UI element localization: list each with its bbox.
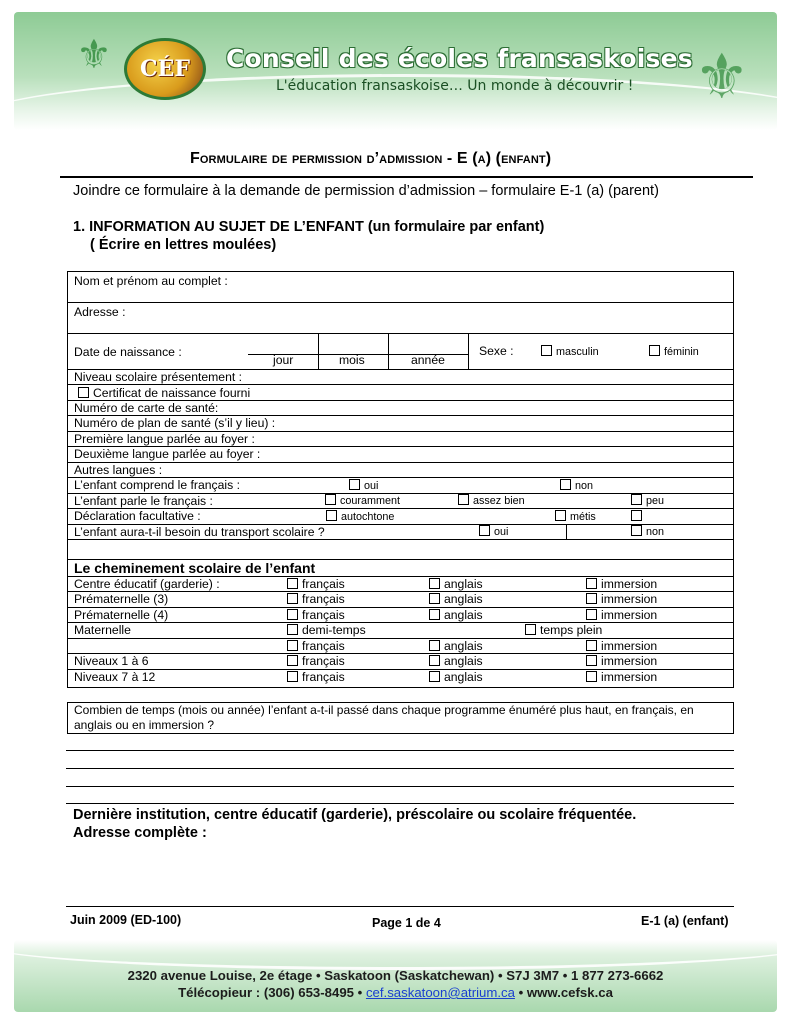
first-language-row[interactable] bbox=[68, 432, 733, 447]
transport-no-option[interactable] bbox=[631, 525, 664, 538]
little-label: peu bbox=[646, 495, 665, 507]
grades-1-6-french-checkbox[interactable] bbox=[287, 655, 298, 666]
grades-7-12-immersion-option[interactable] bbox=[586, 670, 657, 684]
aboriginal-label: autochtone bbox=[341, 511, 395, 523]
kindergarten-language-row bbox=[68, 639, 733, 654]
prek3-row bbox=[68, 592, 733, 608]
optional-declaration-row bbox=[68, 509, 733, 525]
footer-website-link[interactable]: • www.cefsk.ca bbox=[518, 985, 613, 1000]
prek3-label: Prématernelle (3) bbox=[74, 592, 169, 606]
kindergarten-french-checkbox[interactable] bbox=[287, 640, 298, 651]
metis-option[interactable] bbox=[555, 510, 596, 523]
fluently-label: couramment bbox=[340, 495, 401, 507]
prek4-row bbox=[68, 608, 733, 623]
grades-1-6-english-option[interactable] bbox=[429, 654, 483, 668]
footer-divider bbox=[66, 906, 734, 907]
last-institution-heading bbox=[73, 806, 636, 842]
fairly-well-label: assez bien bbox=[473, 495, 525, 507]
daycare-label: Centre éducatif (garderie) : bbox=[74, 577, 220, 591]
footer-page-number: Page 1 de 4 bbox=[372, 916, 441, 930]
female-checkbox[interactable] bbox=[649, 345, 660, 356]
daycare-french-option[interactable] bbox=[287, 577, 345, 591]
grades-7-12-french-checkbox[interactable] bbox=[287, 671, 298, 682]
divider bbox=[468, 334, 469, 369]
footer-address: 2320 avenue Louise, 2e étage • Saskatoon (Saskatchewan) • S7J 3M7 • 1 877 273-6662 bbox=[127, 968, 664, 983]
divider bbox=[566, 525, 567, 539]
prek3-immersion-label: immersion bbox=[601, 592, 658, 606]
kindergarten-immersion-option[interactable] bbox=[586, 639, 657, 653]
understands-no-checkbox[interactable] bbox=[560, 479, 571, 490]
grade-level-label: Niveau scolaire présentement : bbox=[74, 370, 243, 384]
male-label: masculin bbox=[556, 346, 599, 358]
address-label: Adresse : bbox=[74, 305, 126, 319]
year-label: année bbox=[411, 353, 445, 367]
metis-label: métis bbox=[570, 511, 596, 523]
transport-label: L’enfant aura-t-il besoin du transport scolaire ? bbox=[74, 525, 325, 539]
prek4-immersion-label: immersion bbox=[601, 608, 658, 622]
prek4-english-option[interactable] bbox=[429, 608, 483, 622]
declaration-extra-checkbox[interactable] bbox=[631, 510, 642, 521]
first-language-label: Première langue parlée au foyer : bbox=[74, 432, 255, 446]
grades-7-12-row bbox=[68, 670, 733, 687]
full-address-label: Adresse complète : bbox=[73, 825, 207, 841]
daycare-french-checkbox[interactable] bbox=[287, 578, 298, 589]
other-languages-label: Autres langues : bbox=[74, 463, 163, 477]
female-option[interactable] bbox=[649, 345, 699, 358]
kindergarten-french-option[interactable] bbox=[287, 639, 345, 653]
grades-7-12-english-option[interactable] bbox=[429, 670, 483, 684]
last-institution-label: Dernière institution, centre éducatif (garderie), préscolaire ou scolaire fréquentée. bbox=[73, 807, 637, 823]
kindergarten-immersion-checkbox[interactable] bbox=[586, 640, 597, 651]
prek4-immersion-option[interactable] bbox=[586, 608, 657, 622]
transport-row bbox=[68, 525, 733, 540]
grade-level-row[interactable] bbox=[68, 370, 733, 385]
second-language-row[interactable] bbox=[68, 447, 733, 463]
pathway-title: Le cheminement scolaire de l’enfant bbox=[74, 560, 316, 576]
spacer-row bbox=[68, 540, 733, 560]
full-name-row[interactable] bbox=[68, 272, 733, 303]
kindergarten-french-label: français bbox=[302, 639, 345, 653]
prek4-french-label: français bbox=[302, 608, 345, 622]
little-checkbox[interactable] bbox=[631, 494, 642, 505]
speaks-french-row bbox=[68, 494, 733, 509]
other-languages-row[interactable] bbox=[68, 463, 733, 478]
fleur-de-lis-icon: ⚜ bbox=[76, 32, 112, 78]
female-label: féminin bbox=[664, 346, 699, 358]
footer-contact bbox=[0, 985, 791, 1000]
kindergarten-immersion-label: immersion bbox=[601, 639, 658, 653]
section-1-title: 1. INFORMATION AU SUJET DE L’ENFANT (un formulaire par enfant) bbox=[73, 219, 545, 235]
prek3-english-option[interactable] bbox=[429, 592, 483, 606]
form-title: Formulaire de permission d’admission - E (a) (enfant) bbox=[190, 150, 552, 167]
transport-yes-option[interactable] bbox=[479, 525, 508, 538]
footer-date-code: Juin 2009 (ED-100) bbox=[70, 913, 182, 927]
second-language-label: Deuxième langue parlée au foyer : bbox=[74, 447, 261, 461]
understands-yes-checkbox[interactable] bbox=[349, 479, 360, 490]
grades-7-12-french-label: français bbox=[302, 670, 345, 684]
section-1-subtitle: ( Écrire en lettres moulées) bbox=[90, 237, 277, 253]
transport-yes-checkbox[interactable] bbox=[479, 525, 490, 536]
metis-checkbox[interactable] bbox=[555, 510, 566, 521]
health-plan-row[interactable] bbox=[68, 416, 733, 432]
full-name-label: Nom et prénom au complet : bbox=[74, 274, 228, 288]
prek4-english-checkbox[interactable] bbox=[429, 609, 440, 620]
understands-no-label: non bbox=[575, 480, 594, 492]
kindergarten-english-checkbox[interactable] bbox=[429, 640, 440, 651]
transport-no-label: non bbox=[646, 526, 665, 538]
birth-date-label: Date de naissance : bbox=[74, 345, 182, 359]
birth-certificate-row[interactable] bbox=[68, 385, 733, 401]
grades-1-6-english-checkbox[interactable] bbox=[429, 655, 440, 666]
grades-7-12-french-option[interactable] bbox=[287, 670, 345, 684]
organization-tagline: L'éducation fransaskoise… Un monde à découvrir ! bbox=[276, 78, 634, 94]
prek4-french-checkbox[interactable] bbox=[287, 609, 298, 620]
prek3-french-checkbox[interactable] bbox=[287, 593, 298, 604]
fleur-de-lis-large-icon: ⚜ bbox=[694, 40, 750, 113]
prek3-immersion-checkbox[interactable] bbox=[586, 593, 597, 604]
understands-yes-label: oui bbox=[364, 480, 379, 492]
health-card-label: Numéro de carte de santé: bbox=[74, 401, 219, 415]
male-checkbox[interactable] bbox=[541, 345, 552, 356]
identity-table bbox=[67, 271, 734, 688]
birth-certificate-label: Certificat de naissance fourni bbox=[93, 386, 251, 400]
birth-certificate-checkbox[interactable] bbox=[78, 387, 89, 398]
aboriginal-option[interactable] bbox=[326, 510, 394, 523]
cef-logo bbox=[124, 38, 206, 100]
grades-1-6-immersion-checkbox[interactable] bbox=[586, 655, 597, 666]
answer-line-4[interactable] bbox=[66, 803, 734, 804]
daycare-english-checkbox[interactable] bbox=[429, 578, 440, 589]
understands-french-label: L’enfant comprend le français : bbox=[74, 478, 240, 492]
grades-1-6-english-label: anglais bbox=[444, 654, 483, 668]
grades-7-12-english-checkbox[interactable] bbox=[429, 671, 440, 682]
divider bbox=[388, 334, 389, 369]
sex-label: Sexe : bbox=[479, 344, 514, 358]
prek4-french-option[interactable] bbox=[287, 608, 345, 622]
grades-7-12-english-label: anglais bbox=[444, 670, 483, 684]
kindergarten-english-option[interactable] bbox=[429, 639, 483, 653]
transport-no-checkbox[interactable] bbox=[631, 525, 642, 536]
footer-fax: Télécopieur : (306) 653-8495 • bbox=[178, 985, 363, 1000]
prek3-french-label: français bbox=[302, 592, 345, 606]
understands-yes-option[interactable] bbox=[349, 479, 378, 492]
prek4-label: Prématernelle (4) bbox=[74, 608, 169, 622]
prek3-immersion-option[interactable] bbox=[586, 592, 657, 606]
prek4-english-label: anglais bbox=[444, 608, 483, 622]
little-option[interactable] bbox=[631, 494, 664, 507]
grades-1-6-french-label: français bbox=[302, 654, 345, 668]
fairly-well-option[interactable] bbox=[458, 494, 525, 507]
form-intro: Joindre ce formulaire à la demande de permission d’admission – formulaire E-1 (a) (parent) bbox=[73, 183, 659, 199]
title-divider bbox=[60, 176, 753, 178]
answer-line-2[interactable] bbox=[66, 768, 734, 769]
prek3-english-label: anglais bbox=[444, 592, 483, 606]
half-day-option[interactable] bbox=[287, 623, 366, 637]
kindergarten-row bbox=[68, 623, 733, 639]
organization-name: Conseil des écoles fransaskoises bbox=[226, 44, 693, 73]
half-day-label: demi-temps bbox=[302, 623, 366, 637]
health-plan-label: Numéro de plan de santé (s’il y lieu) : bbox=[74, 416, 276, 430]
health-card-row[interactable] bbox=[68, 401, 733, 416]
speaks-french-label: L’enfant parle le français : bbox=[74, 494, 213, 508]
footer-form-code: E-1 (a) (enfant) bbox=[641, 914, 729, 928]
grades-1-6-immersion-label: immersion bbox=[601, 654, 658, 668]
half-day-checkbox[interactable] bbox=[287, 624, 298, 635]
footer-email-link[interactable]: cef.saskatoon@atrium.ca bbox=[365, 985, 515, 1000]
transport-yes-label: oui bbox=[494, 526, 509, 538]
birth-date-row bbox=[68, 334, 733, 370]
daycare-immersion-checkbox[interactable] bbox=[586, 578, 597, 589]
aboriginal-checkbox[interactable] bbox=[326, 510, 337, 521]
prek3-french-option[interactable] bbox=[287, 592, 345, 606]
grades-1-6-label: Niveaux 1 à 6 bbox=[74, 654, 149, 668]
divider bbox=[318, 334, 319, 369]
section-1-heading bbox=[73, 218, 544, 254]
daycare-row bbox=[68, 577, 733, 592]
prek4-immersion-checkbox[interactable] bbox=[586, 609, 597, 620]
daycare-immersion-label: immersion bbox=[601, 577, 658, 591]
fairly-well-checkbox[interactable] bbox=[458, 494, 469, 505]
month-label: mois bbox=[339, 353, 365, 367]
birth-certificate-option[interactable] bbox=[78, 386, 250, 400]
daycare-english-option[interactable] bbox=[429, 577, 483, 591]
answer-line-3[interactable] bbox=[66, 786, 734, 787]
grades-1-6-immersion-option[interactable] bbox=[586, 654, 657, 668]
daycare-english-label: anglais bbox=[444, 577, 483, 591]
full-day-checkbox[interactable] bbox=[525, 624, 536, 635]
declaration-extra-option[interactable] bbox=[631, 510, 646, 523]
male-option[interactable] bbox=[541, 345, 599, 358]
optional-declaration-label: Déclaration facultative : bbox=[74, 509, 201, 523]
kindergarten-label: Maternelle bbox=[74, 623, 131, 637]
prek3-english-checkbox[interactable] bbox=[429, 593, 440, 604]
kindergarten-english-label: anglais bbox=[444, 639, 483, 653]
full-day-label: temps plein bbox=[540, 623, 603, 637]
day-label: jour bbox=[273, 353, 294, 367]
time-spent-question: Combien de temps (mois ou année) l’enfant a-t-il passé dans chaque programme énuméré plus haut, en français, en anglais ou en immersion ? bbox=[67, 702, 734, 734]
fluently-option[interactable] bbox=[325, 494, 400, 507]
grades-1-6-row bbox=[68, 654, 733, 670]
grades-7-12-immersion-checkbox[interactable] bbox=[586, 671, 597, 682]
fluently-checkbox[interactable] bbox=[325, 494, 336, 505]
grades-1-6-french-option[interactable] bbox=[287, 654, 345, 668]
understands-no-option[interactable] bbox=[560, 479, 593, 492]
full-day-option[interactable] bbox=[525, 623, 602, 637]
address-row[interactable] bbox=[68, 303, 733, 334]
pathway-title-row bbox=[68, 560, 733, 577]
daycare-immersion-option[interactable] bbox=[586, 577, 657, 591]
understands-french-row bbox=[68, 478, 733, 494]
answer-line-1[interactable] bbox=[66, 750, 734, 751]
daycare-french-label: français bbox=[302, 577, 345, 591]
footer-swoosh bbox=[0, 920, 791, 970]
logo-text: CÉF bbox=[140, 56, 190, 82]
grades-7-12-label: Niveaux 7 à 12 bbox=[74, 670, 156, 684]
grades-7-12-immersion-label: immersion bbox=[601, 670, 658, 684]
